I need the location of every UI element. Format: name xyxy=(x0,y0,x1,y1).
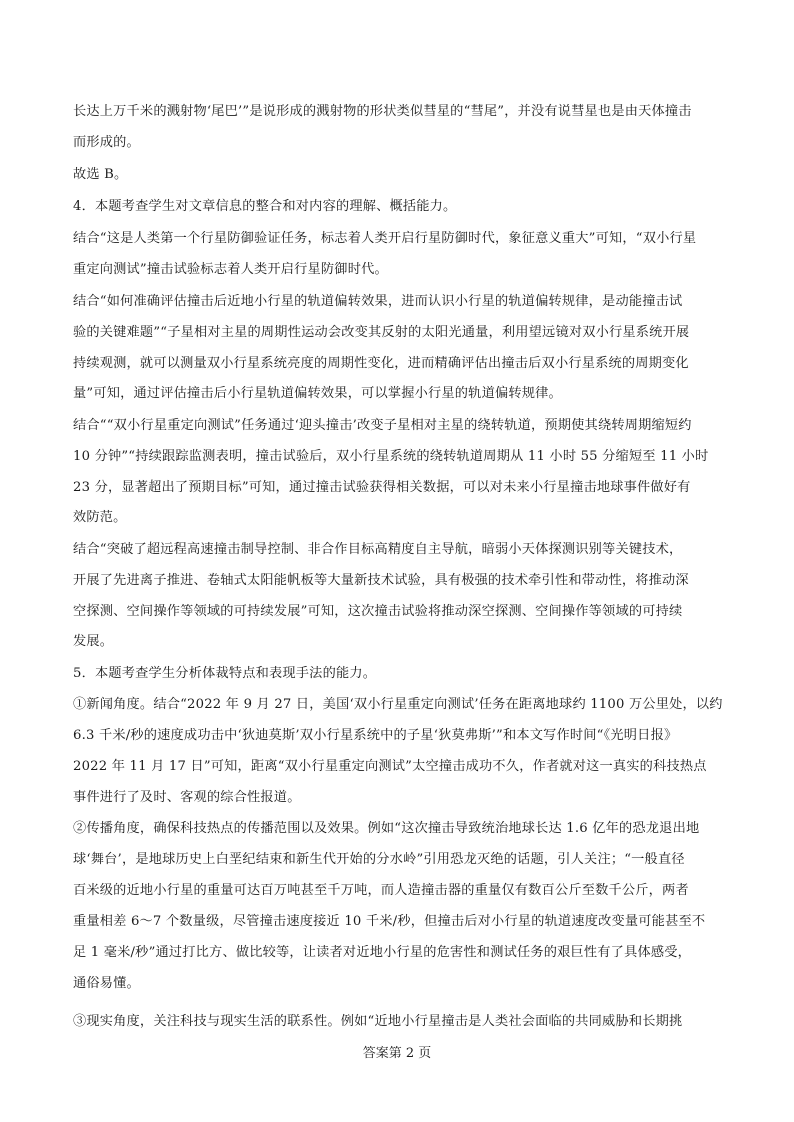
text-line: 23 分，显著超出了预期目标”可知，通过撞击试验获得相关数据，可以对未来小行星撞击地球事件做好有 xyxy=(73,480,691,495)
text-line: ③现实角度，关注科技与现实生活的联系性。例如“近地小行星撞击是人类社会面临的共同威胁和长期挑 xyxy=(73,1014,683,1029)
text-line: 效防范。 xyxy=(73,510,127,525)
text-line: ①新闻角度。结合“2022 年 9 月 27 日，美国‘双小行星重定向测试’任务在距离地球约 1100 万公里处，以约 xyxy=(73,697,723,712)
text-line: 通俗易懂。 xyxy=(73,976,140,991)
text-line: ②传播角度，确保科技热点的传播范围以及效果。例如“这次撞击导致统治地球长达 1.6 亿年的恐龙退出地 xyxy=(73,821,700,836)
text-line: 结合“如何准确评估撞击后近地小行星的轨道偏转效果，进而认识小行星的轨道偏转规律，是动能撞击试 xyxy=(73,294,683,309)
text-line: 10 分钟”“持续跟踪监测表明，撞击试验后，双小行星系统的绕转轨道周期从 11 小时 55 分缩短至 11 小时 xyxy=(73,449,709,464)
text-line: 球‘舞台’，是地球历史上白垩纪结束和新生代开始的分水岭”引用恐龙灭绝的话题，引人关注；“一般直径 xyxy=(73,852,685,867)
text-line: 重定向测试”撞击试验标志着人类开启行星防御时代。 xyxy=(73,262,388,277)
page-footer: 答案第 2 页 xyxy=(362,1046,432,1061)
text-line: 4．本题考查学生对文章信息的整合和对内容的理解、概括能力。 xyxy=(73,199,457,214)
text-line: 足 1 毫米/秒”通过打比方、做比较等，让读者对近地小行星的危害性和测试任务的艰巨性有了具体感受， xyxy=(73,945,692,960)
text-line: 结合“突破了超远程高速撞击制导控制、非合作目标高精度自主导航，暗弱小天体探测识别等关键技术， xyxy=(73,542,683,557)
text-line: 长达上万千米的溅射物‘尾巴’”是说形成的溅射物的形状类似彗星的“彗尾”，并没有说彗星也是由天体撞击 xyxy=(73,104,692,119)
text-line: 持续观测，就可以测量双小行星系统亮度的周期性变化，进而精确评估出撞击后双小行星系统的周期变化 xyxy=(73,356,689,371)
text-line: 开展了先进离子推进、卷轴式太阳能帆板等大量新技术试验，具有极强的技术牵引性和带动性，将推动深 xyxy=(73,573,689,588)
text-line: 事件进行了及时、客观的综合性报道。 xyxy=(73,790,301,805)
text-line: 验的关键难题”“子星相对主星的周期性运动会改变其反射的太阳光通量，利用望远镜对双小行星系统开展 xyxy=(73,325,690,340)
text-line: 5．本题考查学生分析体裁特点和表现手法的能力。 xyxy=(73,666,377,681)
text-line: 结合“这是人类第一个行星防御验证任务，标志着人类开启行星防御时代，象征意义重大”可知，“双小行星 xyxy=(73,231,697,246)
text-line: 2022 年 11 月 17 日”可知，距离“双小行星重定向测试”太空撞击成功不久，作者就对这一真实的科技热点 xyxy=(73,759,707,774)
text-line: 故选 B。 xyxy=(73,167,128,182)
text-line: 发展。 xyxy=(73,634,114,649)
text-line: 结合““双小行星重定向测试”任务通过‘迎头撞击’改变子星相对主星的绕转轨道，预期使其绕转周期缩短约 xyxy=(73,418,692,433)
text-line: 空探测、空间操作等领域的可持续发展”可知，这次撞击试验将推动深空探测、空间操作等领域的可持续 xyxy=(73,604,683,619)
text-line: 百米级的近地小行星的重量可达百万吨甚至千万吨，而人造撞击器的重量仅有数百公斤至数千公斤，两者 xyxy=(73,883,689,898)
text-line: 6.3 千米/秒的速度成功击中‘狄迪莫斯’双小行星系统中的子星‘狄莫弗斯’”和本文写作时间“《光明日报》 xyxy=(73,728,678,743)
text-line: 重量相差 6～7 个数量级，尽管撞击速度接近 10 千米/秒，但撞击后对小行星的轨道速度改变量可能甚至不 xyxy=(73,914,706,929)
text-line: 而形成的。 xyxy=(73,135,140,150)
text-line: 量”可知，通过评估撞击后小行星轨道偏转效果，可以掌握小行星的轨道偏转规律。 xyxy=(73,386,562,401)
